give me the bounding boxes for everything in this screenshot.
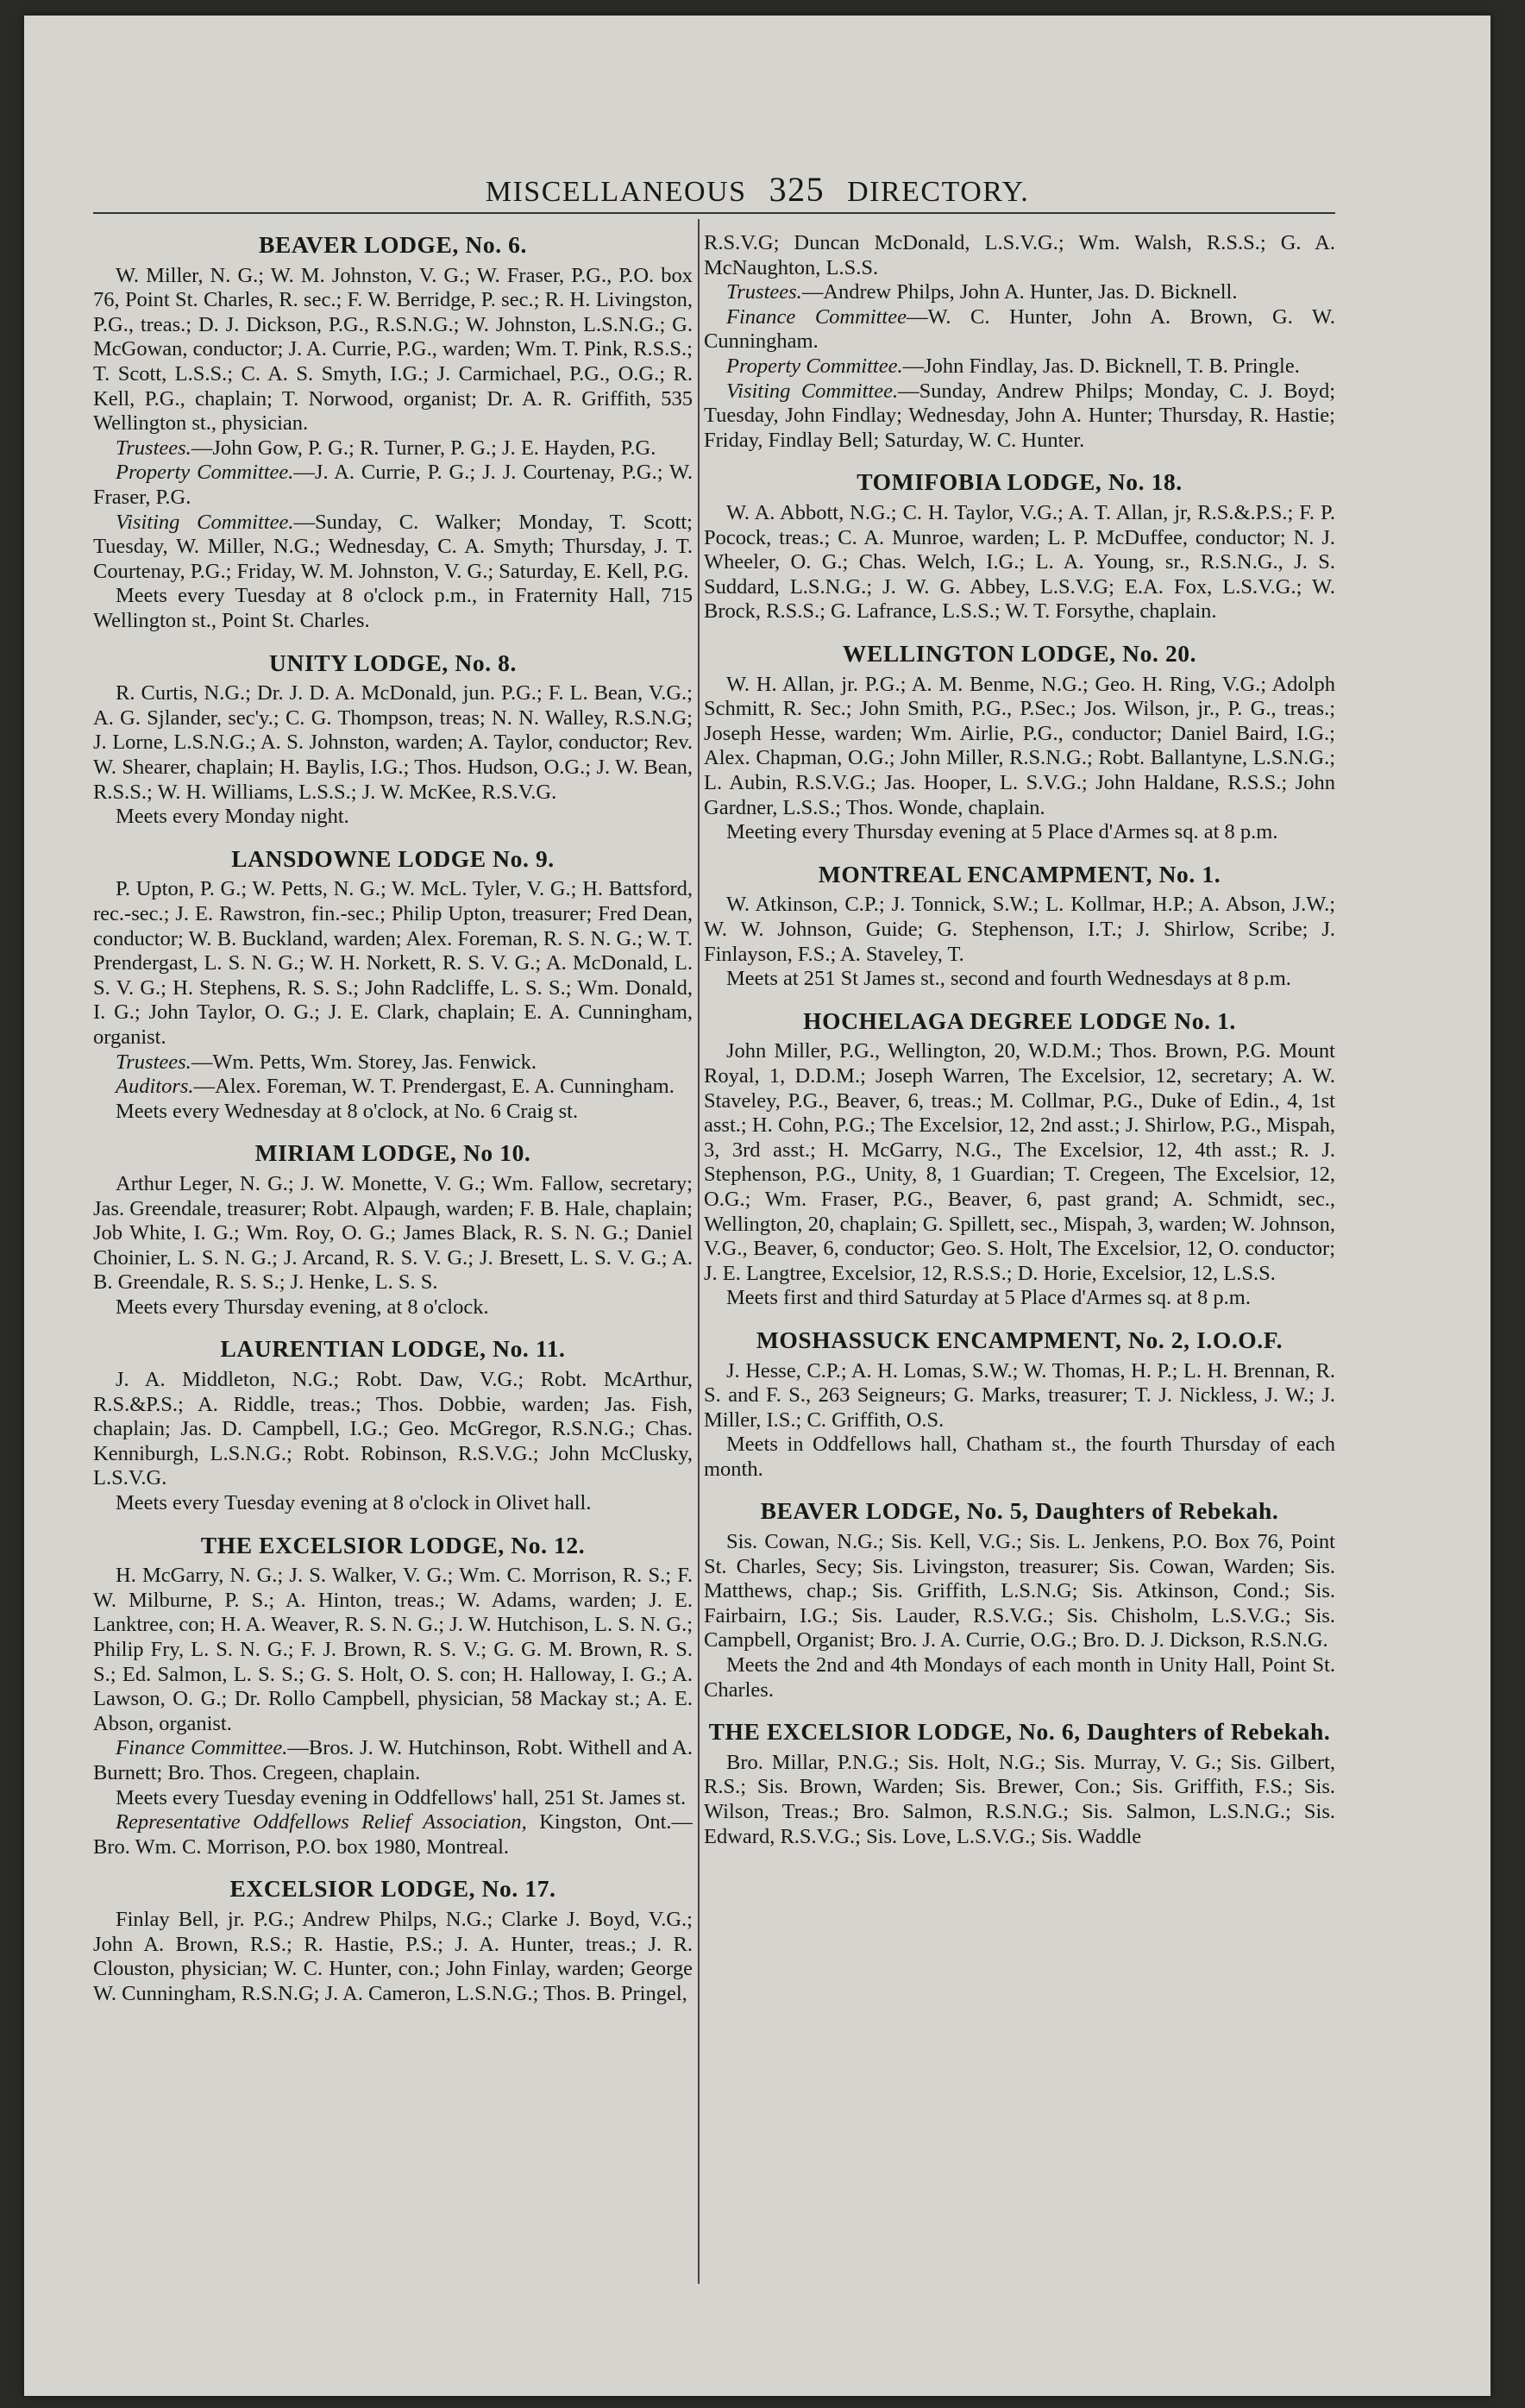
entry-paragraph bbox=[93, 1736, 693, 1785]
entry-text: Meets at 251 St James st., second and fourth Wednesdays at 8 p.m. bbox=[726, 967, 1291, 991]
entry-text: W. A. Abbott, N.G.; C. H. Taylor, V.G.; A. T. Allan, jr, R.S.&.P.S.; F. P. Pocock, treas.; C. A. Munroe, warden; L. P. McDuffee, conductor; N. J. Wheeler, O. G.; Chas. Welch, I.G.; L. A. Young, sr., R.S.N.G., J. S. Suddard, L.S.N.G.; J. W. G. Abbey, L.S.V.G; E.A. Fox, L.S.V.G.; W. Brock, R.S.S.; G. Lafrance, L.S.S.; W. T. Forsythe, chaplain. bbox=[704, 500, 1335, 624]
entry-text: Bro. Millar, P.N.G.; Sis. Holt, N.G.; Sis. Murray, V. G.; Sis. Gilbert, R.S.; Sis. Brown, Warden; Sis. Brewer, Con.; Sis. Griffith, F.S.; Sis. Wilson, Treas.; Bro. Salmon, R.S.N.G.; Sis. Salmon, L.S.N.G.; Sis. Edward, R.S.V.G.; Sis. Love, L.S.V.G.; Sis. Waddle bbox=[704, 1750, 1335, 1848]
committee-label: Visiting Committee. bbox=[726, 379, 899, 403]
page-number: 325 bbox=[769, 170, 825, 209]
entry-paragraph bbox=[93, 264, 693, 436]
right-column bbox=[704, 231, 1335, 2288]
entry-text: J. A. Middleton, N.G.; Robt. Daw, V.G.; Robt. McArthur, R.S.&P.S.; A. Riddle, treas.; Thos. Dobbie, warden; Jas. Fish, chaplain; Jas. D. Campbell, I.G.; Geo. McGregor, R.S.N.G.; Chas. Kenniburgh, L.S.N.G.; Robt. Robinson, R.S.V.G.; John McClusky, L.S.V.G. bbox=[93, 1368, 693, 1490]
lodge-entry bbox=[704, 1326, 1335, 1483]
column-divider bbox=[698, 219, 700, 2284]
committee-label: Auditors. bbox=[116, 1075, 194, 1099]
entry-text: Meets first and third Saturday at 5 Place d'Armes sq. at 8 p.m. bbox=[726, 1286, 1251, 1310]
entry-paragraph bbox=[93, 511, 693, 585]
entry-text: W. Miller, N. G.; W. M. Johnston, V. G.; W. Fraser, P.G., P.O. box 76, Point St. Charles, R. sec.; F. W. Berridge, P. sec.; R. H. Livingston, P.G., treas.; D. J. Dickson, P.G., R.S.N.G.; W. Johnston, L.S.N.G.; G. McGowan, conductor; J. A. Currie, P.G., warden; Wm. T. Pink, R.S.S.; T. Scott, L.S.S.; C. A. S. Smyth, I.G.; J. Carmichael, P.G., O.G.; R. Kell, P.G., chaplain; T. Norwood, organist; Dr. A. R. Griffith, 535 Wellington st., physician. bbox=[93, 263, 693, 436]
committee-label: Trustees. bbox=[726, 280, 802, 304]
entry-paragraph bbox=[93, 1908, 693, 2006]
entry-text: Meets every Wednesday at 8 o'clock, at No. 6 Craig st. bbox=[116, 1099, 579, 1123]
lodge-title: UNITY LODGE, No. 8. bbox=[269, 649, 517, 676]
entry-paragraph bbox=[704, 893, 1335, 967]
entry-paragraph bbox=[93, 1564, 693, 1736]
entry-text: —W. C. Hunter, John A. Brown, G. W. Cunningham. bbox=[704, 304, 1335, 354]
entry-text: Meets every Monday night. bbox=[116, 805, 349, 829]
entry-text: Meets in Oddfellows hall, Chatham st., the fourth Thursday of each month. bbox=[704, 1433, 1335, 1481]
lodge-title: THE EXCELSIOR LODGE, No. 6, Daughters of Rebekah. bbox=[708, 1718, 1331, 1746]
entry-paragraph bbox=[704, 280, 1335, 305]
lodge-entry bbox=[93, 1532, 693, 1860]
committee-label: Trustees. bbox=[116, 1050, 191, 1074]
header-rule bbox=[93, 212, 1335, 214]
entry-paragraph bbox=[93, 877, 693, 1050]
entry-text: —Bros. J. W. Hutchinson, Robt. Withell and A. Burnett; Bro. Thos. Cregeen, chaplain. bbox=[93, 1736, 693, 1785]
entry-text: P. Upton, P. G.; W. Petts, N. G.; W. McL. Tyler, V. G.; H. Battsford, rec.-sec.; J. E. Rawstron, fin.-sec.; Philip Upton, treasurer; Fred Dean, conductor; W. B. Buckland, warden; Alex. Foreman, R. S. N. G.; W. T. Prendergast, L. S. N. G.; W. H. Norkett, R. S. V. G.; A. McDonald, L. S. V. G.; H. Stephens, R. S. S.; John Radcliffe, L. S. S.; Wm. Donald, I. G.; John Taylor, O. G.; J. E. Clark, chaplain; E. A. Cunningham, organist. bbox=[93, 877, 693, 1049]
header-right-text: DIRECTORY. bbox=[847, 176, 1030, 208]
lodge-entry bbox=[704, 1497, 1335, 1703]
entry-text: John Miller, P.G., Wellington, 20, W.D.M.; Thos. Brown, P.G. Mount Royal, 1, D.D.M.; Joseph Warren, The Excelsior, 12, secretary; A. W. Staveley, P.G., Beaver, 6, treas.; M. Collmar, P.G., Duke of Edin., 4, 1st asst.; H. Cohn, P.G.; The Excelsior, 12, 2nd asst.; J. Shirlow, P.G., Mispah, 3, 3rd asst.; H. McGarry, N.G., The Excelsior, 12, 4th asst.; R. J. Stephenson, P.G., Unity, 8, 1 Guardian; T. Cregeen, The Excelsior, 12, O.G.; Wm. Fraser, P.G., Beaver, 6, past grand; A. Schmidt, sec., Wellington, 20, chaplain; G. Spillett, sec., Mispah, 3, warden; W. Johnson, V.G., Beaver, 6, conductor; Geo. S. Holt, The Excelsior, 12, O. conductor; J. E. Langtree, Excelsior, 12, R.S.S.; D. Horie, Excelsior, 12, L.S.S. bbox=[704, 1039, 1335, 1285]
entry-paragraph bbox=[704, 305, 1335, 354]
entry-text: —Andrew Philps, John A. Hunter, Jas. D. Bicknell. bbox=[801, 280, 1238, 304]
lodge-entry bbox=[93, 1335, 693, 1515]
page-header bbox=[24, 169, 1490, 210]
entry-paragraph bbox=[93, 805, 693, 830]
entry-text: —J. A. Currie, P. G.; J. J. Courtenay, P.G.; W. Fraser, P.G. bbox=[93, 461, 693, 509]
entry-paragraph bbox=[93, 1050, 693, 1075]
entry-text: Meeting every Thursday evening at 5 Place d'Armes sq. at 8 p.m. bbox=[726, 820, 1278, 844]
entry-text: Meets every Tuesday evening at 8 o'clock in Olivet hall. bbox=[116, 1491, 592, 1515]
entry-text: —John Findlay, Jas. D. Bicknell, T. B. Pringle. bbox=[902, 354, 1300, 378]
lodge-entry bbox=[93, 231, 693, 634]
entry-paragraph bbox=[93, 461, 693, 510]
entry-paragraph bbox=[93, 681, 693, 805]
committee-label: Trustees. bbox=[116, 436, 191, 460]
entry-paragraph bbox=[704, 820, 1335, 845]
entry-text: J. Hesse, C.P.; A. H. Lomas, S.W.; W. Thomas, H. P.; L. H. Brennan, R. S. and F. S., 263 Seigneurs; G. Marks, treasurer; T. J. Nickless, J. W.; J. Miller, I.S.; C. Griffith, O.S. bbox=[704, 1358, 1335, 1432]
entry-paragraph bbox=[93, 1075, 693, 1100]
entry-text: H. McGarry, N. G.; J. S. Walker, V. G.; Wm. C. Morrison, R. S.; F. W. Milburne, P. S.; A. Hinton, treas.; W. Adams, warden; J. E. Lanktree, con; H. A. Weaver, R. S. N. G.; J. W. Hutchison, L. S. N. G.; Philip Fry, L. S. N. G.; F. J. Brown, R. S. V.; G. G. M. Brown, R. S. S.; Ed. Salmon, L. S. S.; G. S. Holt, O. S. con; H. Halloway, I. G.; A. Lawson, O. G.; Dr. Rollo Campbell, physician, 58 Mackay st.; A. E. Abson, organist. bbox=[93, 1564, 693, 1735]
entry-paragraph bbox=[93, 1810, 693, 1859]
lodge-title: THE EXCELSIOR LODGE, No. 12. bbox=[200, 1531, 586, 1558]
entry-paragraph bbox=[93, 1786, 693, 1811]
lodge-entry bbox=[704, 1718, 1335, 1849]
lodge-entry bbox=[93, 1139, 693, 1320]
lodge-title: TOMIFOBIA LODGE, No. 18. bbox=[857, 468, 1183, 496]
entry-paragraph bbox=[704, 1286, 1335, 1311]
directory-page bbox=[24, 16, 1490, 2396]
entry-paragraph bbox=[704, 379, 1335, 454]
entry-text: —John Gow, P. G.; R. Turner, P. G.; J. E. Hayden, P.G. bbox=[191, 436, 656, 460]
entry-paragraph bbox=[704, 1433, 1335, 1482]
entry-paragraph bbox=[704, 501, 1335, 624]
committee-label: Finance Committee. bbox=[116, 1736, 288, 1760]
entry-text: Finlay Bell, jr. P.G.; Andrew Philps, N.G.; Clarke J. Boyd, V.G.; John A. Brown, R.S.; R. Hastie, P.S.; J. A. Hunter, treas.; J. R. Clouston, physician; W. C. Hunter, con.; John Finlay, warden; George W. Cunningham, R.S.N.G; J. A. Cameron, L.S.N.G.; Thos. B. Pringel, bbox=[93, 1908, 693, 2005]
entry-paragraph bbox=[93, 1295, 693, 1320]
entry-text: Meets every Tuesday evening in Oddfellows' hall, 251 St. James st. bbox=[116, 1785, 687, 1809]
lodge-entry bbox=[704, 468, 1335, 624]
entry-text: W. H. Allan, jr. P.G.; A. M. Benme, N.G.; Geo. H. Ring, V.G.; Adolph Schmitt, R. Sec.; John Smith, P.G., P.Sec.; Jos. Wilson, jr., P. G., treas.; Joseph Hesse, warden; Wm. Airlie, P.G., conductor; Daniel Baird, I.G.; Alex. Chapman, O.G.; John Miller, R.S.N.G.; Robt. Ballantyne, L.S.N.G.; L. Aubin, R.S.V.G.; Jas. Hooper, L. S.V.G.; John Haldane, R.S.S.; John Gardner, L.S.S.; Thos. Wonde, chaplain. bbox=[704, 672, 1335, 819]
lodge-entry bbox=[704, 861, 1335, 992]
entry-paragraph bbox=[704, 1039, 1335, 1286]
committee-label: Visiting Committee. bbox=[116, 510, 294, 534]
entry-paragraph bbox=[93, 1368, 693, 1491]
entry-text: Kingston, Ont.—Bro. Wm. C. Morrison, P.O. box 1980, Montreal. bbox=[93, 1810, 693, 1859]
lodge-title: MONTREAL ENCAMPMENT, No. 1. bbox=[818, 860, 1221, 887]
entry-paragraph bbox=[93, 1100, 693, 1125]
entry-paragraph bbox=[704, 1653, 1335, 1703]
entry-paragraph bbox=[704, 354, 1335, 379]
lodge-entry bbox=[704, 1007, 1335, 1311]
entry-text: R.S.V.G; Duncan McDonald, L.S.V.G.; Wm. Walsh, R.S.S.; G. A. McNaughton, L.S.S. bbox=[704, 231, 1335, 279]
entry-text: —Sunday, Andrew Philps; Monday, C. J. Boyd; Tuesday, John Findlay; Wednesday, John A. Hunter; Thursday, R. Hastie; Friday, Findlay Bell; Saturday, W. C. Hunter. bbox=[704, 379, 1335, 452]
lodge-title: BEAVER LODGE, No. 6. bbox=[259, 231, 527, 258]
lodge-entry bbox=[704, 640, 1335, 845]
header-left-text: MISCELLANEOUS bbox=[485, 176, 747, 208]
entry-paragraph bbox=[704, 1530, 1335, 1653]
lodge-entry bbox=[704, 231, 1335, 453]
entry-paragraph bbox=[704, 231, 1335, 280]
entry-text: —Sunday, C. Walker; Monday, T. Scott; Tuesday, W. Miller, N.G.; Wednesday, C. A. Smyth; Thursday, J. T. Courtenay, P.G.; Friday, W. M. Johnston, V. G.; Saturday, E. Kell, P.G. bbox=[93, 510, 693, 583]
entry-paragraph bbox=[704, 673, 1335, 821]
entry-paragraph bbox=[704, 1751, 1335, 1849]
lodge-title: EXCELSIOR LODGE, No. 17. bbox=[229, 1875, 556, 1903]
committee-label: Property Committee. bbox=[726, 354, 903, 378]
lodge-title: LAURENTIAN LODGE, No. 11. bbox=[220, 1335, 566, 1363]
lodge-entry bbox=[93, 845, 693, 1125]
lodge-title: WELLINGTON LODGE, No. 20. bbox=[842, 639, 1197, 667]
entry-text: W. Atkinson, C.P.; J. Tonnick, S.W.; L. Kollmar, H.P.; A. Abson, J.W.; W. W. Johnson, Guide; G. Stephenson, I.T.; J. Shirlow, Scribe; J. Finlayson, F.S.; A. Staveley, T. bbox=[704, 893, 1335, 966]
entry-paragraph bbox=[93, 1172, 693, 1295]
lodge-title: MOSHASSUCK ENCAMPMENT, No. 2, I.O.O.F. bbox=[756, 1326, 1283, 1353]
committee-label: Finance Committee bbox=[726, 304, 907, 329]
entry-paragraph bbox=[93, 1491, 693, 1516]
entry-paragraph bbox=[93, 436, 693, 461]
entry-text: —Wm. Petts, Wm. Storey, Jas. Fenwick. bbox=[191, 1050, 537, 1074]
lodge-title: LANSDOWNE LODGE No. 9. bbox=[231, 844, 555, 872]
committee-label: Property Committee. bbox=[116, 461, 294, 485]
entry-paragraph bbox=[93, 584, 693, 633]
entry-text: Meets every Tuesday at 8 o'clock p.m., in Fraternity Hall, 715 Wellington st., Point St. Charles. bbox=[93, 584, 693, 632]
lodge-entry bbox=[93, 1875, 693, 2006]
lodge-title: HOCHELAGA DEGREE LODGE No. 1. bbox=[803, 1006, 1236, 1034]
entry-text: Meets the 2nd and 4th Mondays of each month in Unity Hall, Point St. Charles. bbox=[704, 1653, 1335, 1702]
entry-text: —Alex. Foreman, W. T. Prendergast, E. A. Cunningham. bbox=[193, 1075, 675, 1099]
entry-text: Arthur Leger, N. G.; J. W. Monette, V. G.; Wm. Fallow, secretary; Jas. Greendale, treasurer; Robt. Alpaugh, warden; F. B. Hale, chaplain; Job White, I. G.; Wm. Roy, O. G.; James Black, R. S. N. G.; Daniel Choinier, L. S. N. G.; J. Arcand, R. S. V. G.; J. Bresett, L. S. V. G.; A. B. Greendale, R. S. S.; J. Henke, L. S. S. bbox=[93, 1171, 693, 1295]
entry-paragraph bbox=[704, 1359, 1335, 1433]
committee-label: Representative Oddfellows Relief Association, bbox=[116, 1810, 527, 1834]
entry-text: Sis. Cowan, N.G.; Sis. Kell, V.G.; Sis. L. Jenkens, P.O. Box 76, Point St. Charles, Secy; Sis. Livingston, treasurer; Sis. Cowan, Warden; Sis. Matthews, chap.; Sis. Griffith, L.S.N.G; Sis. Atkinson, Cond.; Sis. Fairbairn, I.G.; Sis. Lauder, R.S.V.G.; Sis. Chisholm, L.S.V.G.; Sis. Campbell, Organist; Bro. J. A. Currie, O.G.; Bro. D. J. Dickson, R.S.N.G. bbox=[704, 1530, 1335, 1652]
left-column bbox=[93, 231, 693, 2288]
lodge-title: BEAVER LODGE, No. 5, Daughters of Rebekah. bbox=[760, 1497, 1279, 1525]
entry-text: Meets every Thursday evening, at 8 o'clock. bbox=[116, 1295, 489, 1319]
lodge-title: MIRIAM LODGE, No 10. bbox=[254, 1139, 531, 1167]
lodge-entry bbox=[93, 649, 693, 830]
entry-paragraph bbox=[704, 967, 1335, 992]
entry-text: R. Curtis, N.G.; Dr. J. D. A. McDonald, jun. P.G.; F. L. Bean, V.G.; A. G. Sjlander, sec'y.; C. G. Thompson, treas; N. N. Walley, R.S.N.G; J. Lorne, L.S.N.G.; A. S. Johnston, warden; A. Taylor, conductor; Rev. W. Shearer, chaplain; H. Baylis, I.G.; Thos. Hudson, O.G.; J. W. Bean, R.S.S.; W. H. Williams, L.S.S.; J. W. McKee, R.S.V.G. bbox=[93, 681, 693, 804]
